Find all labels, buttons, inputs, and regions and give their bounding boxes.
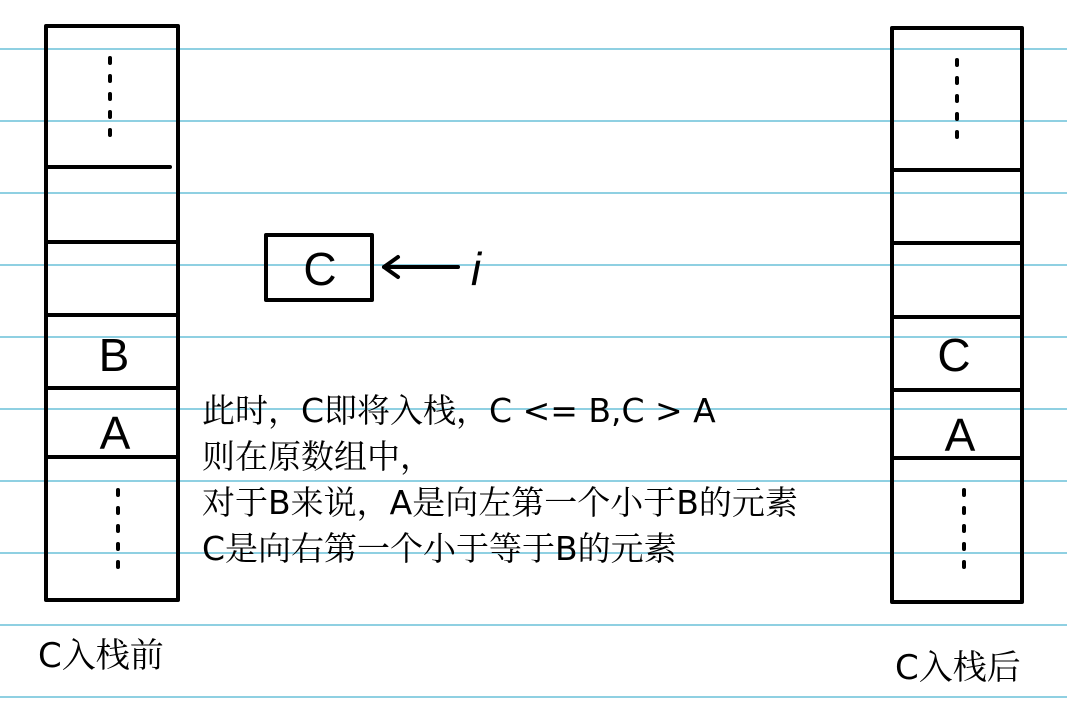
note-line: 对于B来说，A是向左第一个小于B的元素 — [202, 483, 798, 522]
stack-before-cell-b: B — [98, 329, 130, 381]
incoming-element — [266, 235, 483, 300]
stack-after-caption: C入栈后 — [895, 648, 1021, 688]
note-line: C是向右第一个小于等于B的元素 — [202, 529, 677, 568]
stack-after-cell-c: C — [937, 329, 971, 381]
pointer-label-i: i — [470, 243, 482, 295]
stack-before — [46, 26, 178, 600]
stack-before-cell-a: A — [99, 407, 131, 459]
explanation-note — [202, 388, 798, 572]
stack-after-cell-a: A — [944, 409, 976, 461]
note-line: 此时，C即将入栈，C <= B,C > A — [202, 391, 716, 430]
incoming-element-label: C — [303, 243, 337, 295]
note-line: 则在原数组中， — [202, 437, 433, 476]
stack-after — [892, 28, 1022, 602]
stack-before-caption: C入栈前 — [38, 636, 164, 676]
